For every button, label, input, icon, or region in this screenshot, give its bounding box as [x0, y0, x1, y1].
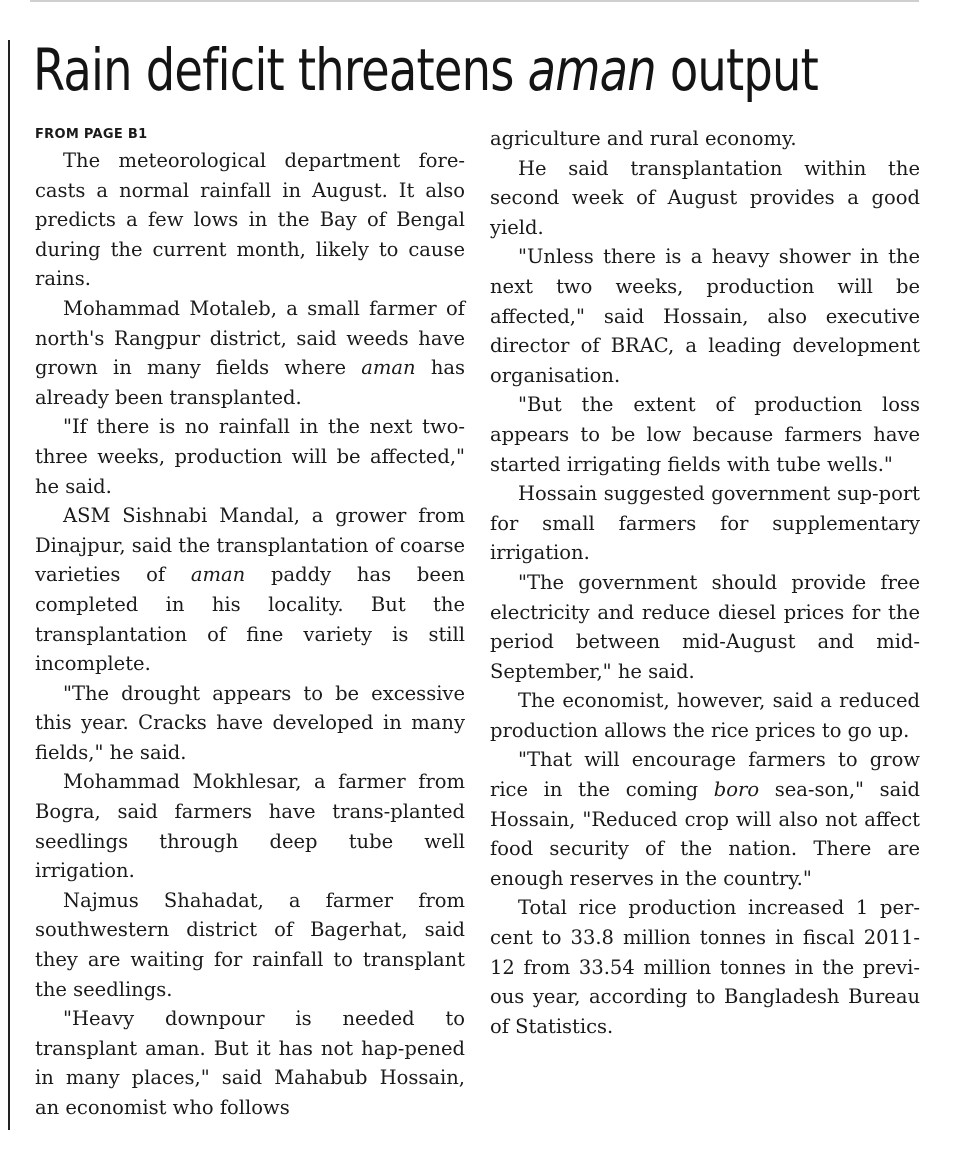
paragraph-text: ASM Sishnabi Mandal, a grower from Dinajpur, said the transplantation of coarse varieties of — [35, 504, 465, 587]
paragraph-text: sea-son," said Hossain, "Reduced crop will also not affect food security of the nation. There are enough reserves in the country." — [490, 778, 920, 890]
headline-text-end: output — [669, 36, 819, 104]
paragraph-text: Mohammad Motaleb, a small farmer of north's Rangpur district, said weeds have grown in many fields where — [35, 296, 465, 380]
article-paragraph — [490, 479, 920, 568]
paragraph-text: Hossain suggested government sup-port for small farmers for supplementary irrigation. — [490, 482, 920, 565]
paragraph-text: The meteorological department fore-casts a normal rainfall in August. It also predicts a few lows in the Bay of Bengal during the current month, likely to cause rains. — [35, 149, 465, 291]
paragraph-text: He said transplantation within the second week of August provides a good yield. — [490, 156, 920, 239]
headline-italic-word: aman — [527, 36, 656, 104]
headline-text: Rain deficit threatens — [33, 36, 514, 104]
paragraph-text: "Unless there is a heavy shower in the next two weeks, production will be affected," said Hossain, also executive director of BRAC, a leading development organisation. — [490, 245, 920, 387]
paragraph-text: paddy has been completed in his locality. But the transplantation of fine variety is still incomplete. — [35, 563, 465, 676]
article-paragraph — [35, 767, 465, 885]
paragraph-text: "The drought appears to be excessive this year. Cracks have developed in many fields," he said. — [35, 681, 465, 764]
headline — [33, 32, 819, 108]
article-paragraph — [490, 124, 920, 154]
paragraph-text: agriculture and rural economy. — [490, 127, 797, 150]
article-paragraph — [490, 893, 920, 1041]
article-paragraph — [35, 886, 465, 1004]
paragraph-text: "The government should provide free electricity and reduce diesel prices for the period between mid-August and mid-September," he said. — [490, 570, 920, 683]
article-paragraph — [490, 568, 920, 686]
paragraph-text: Total rice production increased 1 per-cent to 33.8 million tonnes in fiscal 2011-12 from 33.54 million tonnes in the previ-ous year, according to Bangladesh Bureau of Statistics. — [490, 896, 920, 1038]
paragraph-text: Najmus Shahadat, a farmer from southwestern district of Bagerhat, said they are waiting for rainfall to transplant the seedlings. — [35, 888, 465, 1001]
article-paragraph — [35, 1004, 465, 1122]
italic-term: boro — [713, 778, 760, 802]
article-paragraph — [490, 154, 920, 243]
article-column-left — [35, 124, 465, 1123]
italic-term: aman — [190, 563, 246, 587]
paragraph-text: "But the extent of production loss appears to be low because farmers have started irrigating fields with tube wells." — [490, 393, 920, 476]
article-paragraph — [35, 146, 465, 294]
column-rule — [8, 40, 10, 1130]
article-column-right — [490, 124, 920, 1041]
paragraph-text: The economist, however, said a reduced production allows the rice prices to go up. — [490, 689, 920, 742]
article-paragraph — [35, 294, 465, 412]
article-paragraph — [35, 412, 465, 501]
top-rule — [30, 0, 919, 2]
italic-term: aman — [361, 356, 416, 380]
paragraph-text: "That will encourage farmers to grow rice in the coming — [490, 748, 920, 802]
article-paragraph — [490, 390, 920, 479]
article-paragraph — [490, 242, 920, 390]
paragraph-text: Mohammad Mokhlesar, a farmer from Bogra, said farmers have trans-planted seedlings through deep tube well irrigation. — [35, 770, 465, 883]
article-paragraph — [35, 501, 465, 679]
article-paragraph — [35, 679, 465, 768]
source-tag: FROM PAGE B1 — [35, 127, 148, 142]
paragraph-text: "If there is no rainfall in the next two-three weeks, production will be affected," he said. — [35, 415, 465, 498]
paragraph-text: "Heavy downpour is needed to transplant aman. But it has not hap-pened in many places," said Mahabub Hossain, an economist who follows — [35, 1007, 465, 1119]
paragraph-text: has already been transplanted. — [35, 356, 466, 409]
article-paragraph — [490, 745, 920, 893]
article-paragraph — [490, 686, 920, 745]
